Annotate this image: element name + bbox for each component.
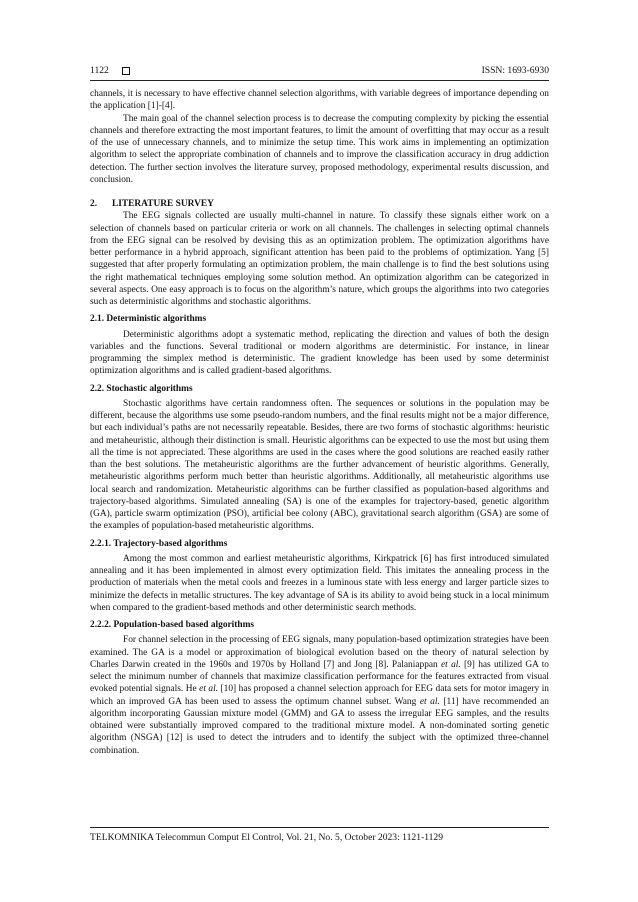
et-al-3: et al. <box>419 696 440 707</box>
footer-rule <box>90 827 549 828</box>
et-al-2: et al. <box>199 684 219 695</box>
issn-label: ISSN: 1693-6930 <box>481 65 549 76</box>
section-title: LITERATURE SURVEY <box>112 199 214 209</box>
running-header <box>90 64 549 78</box>
subsection-heading-2-1: 2.1. Deterministic algorithms <box>90 314 207 325</box>
subsection-heading-2-2-1: 2.2.1. Trajectory-based algorithms <box>90 538 228 549</box>
literature-survey-paragraph: The EEG signals collected are usually multi-channel in nature. To classify these signals either work on a selection of channels based on particular criteria or work on all channels. The challenges in selecting optimal channels from the EEG signal can be resolved by devising this as an optimization problem. The optimization algorithms have better performance in a hybrid approach, significant attention has been paid to the problems of optimization. Yang [5] suggested that after properly formulating an optimization problem, the main challenge is to find the best solutions using the right mathematical techniques employing some solution method. An optimization algorithm can be categorized in several aspects. One easy approach is to focus on the algorithm’s nature, which groups the algorithms into two categories such as deterministic algorithms and stochastic algorithms. <box>90 211 549 307</box>
subsection-heading-2-2-2: 2.2.2. Population-based based algorithms <box>90 620 255 630</box>
section-number: 2. <box>90 199 98 209</box>
section-heading-2 <box>90 198 549 210</box>
subsection-heading-2-2: 2.2. Stochastic algorithms <box>90 383 193 394</box>
population-text-4: [11] have recommended an algorithm incorporating Gaussian mixture model (GMM) and GA to assess the irregular EEG samples, and the results obtained were substantially improved compared to the traditional mixture model. A non-dominated sorting genetic algorithm (NSGA) [12] is used to detect the intruders and to identify the subject with the optimized three-channel combination. <box>90 696 549 756</box>
page-number: 1122 <box>90 65 109 76</box>
population-text-2: [9] has utilized GA to select the minimum number of channels that maximize classification performance for the features extracted from visual evoked potential signals. He <box>90 659 549 695</box>
population-paragraph <box>90 634 549 757</box>
header-rule <box>90 80 549 81</box>
trajectory-paragraph: Among the most common and earliest metaheuristic algorithms, Kirkpatrick [6] has first introduced simulated annealing and it has been implemented in almost every optimization field. This imitates the annealing process in the production of materials when the metal cools and freezes in a luminous state with less energy and larger particle sizes to minimize the defects in metallic structures. The key advantage of SA is its ability to avoid being stuck in a local minimum when compared to the gradient-based methods and other deterministic search methods. <box>90 553 549 613</box>
population-text-1: For channel selection in the processing of EEG signals, many population-based optimization strategies have been examined. The GA is a model or approximation of biological evolution based on the theory of natural selection by Charles Darwin created in the 1960s and 1970s by Holland [7] and Jong [8]. Palaniappan <box>90 635 549 670</box>
journal-footer: TELKOMNIKA Telecommun Comput El Control, Vol. 21, No. 5, October 2023: 1121-1129 <box>90 832 444 843</box>
population-text-3: [10] has proposed a channel selection approach for EEG data sets for motor imagery in which an improved GA has been used to assess the optimum channel subset. Wang <box>90 684 549 707</box>
intro-paragraph-1: channels, it is necessary to have effective channel selection algorithms, with variable degrees of importance depending on the application [1]-[4]. <box>90 89 549 112</box>
intro-paragraph-2: The main goal of the channel selection process is to decrease the computing complexity by picking the essential channels and therefore extracting the most important features, to limit the amount of overfitting that may occur as a result of the use of unnecessary channels, and to minimize the setup time. This work aims in implementing an optimization algorithm to select the appropriate combination of channels and to improve the classification accuracy in drug addiction detection. The further section involves the literature survey, proposed methodology, experimental results discussion, and conclusion. <box>90 113 549 185</box>
body-text <box>90 88 549 757</box>
stochastic-paragraph: Stochastic algorithms have certain randomness often. The sequences or solutions in the population may be different, because the algorithms use some pseudo-random numbers, and the final results might not be a major difference, but each individual’s paths are not necessarily repeatable. Besides, there are two forms of stochastic algorithms: heuristic and metaheuristic, although their distinction is small. Heuristic algorithms can be expected to use the most but using them all the time is not appreciated. These algorithms are used in the cases where the good solutions are reached easily rather than the best solutions. The metaheuristic algorithms are the further advancement of heuristic algorithms. Generally, metaheuristic algorithms perform much better than heuristic algorithms. Additionally, all metaheuristic algorithms use local search and randomization. Metaheuristic algorithms can be further classified as population-based algorithms and trajectory-based algorithms. Simulated annealing (SA) is one of the examples for trajectory-based, genetic algorithm (GA), particle swarm optimization (PSO), artificial bee colony (ABC), gravitational search algorithm (GSA) are some of the examples of population-based metaheuristic algorithms. <box>90 398 549 532</box>
deterministic-paragraph: Deterministic algorithms adopt a systematic method, replicating the direction and values of both the design variables and the functions. Several traditional or modern algorithms are deterministic. For instance, in linear programming the simplex method is deterministic. The gradient knowledge has been used by some determinist optimization algorithms and is called gradient-based algorithms. <box>90 329 549 377</box>
square-bullet-icon <box>122 67 130 75</box>
et-al-1: et al. <box>441 659 461 670</box>
